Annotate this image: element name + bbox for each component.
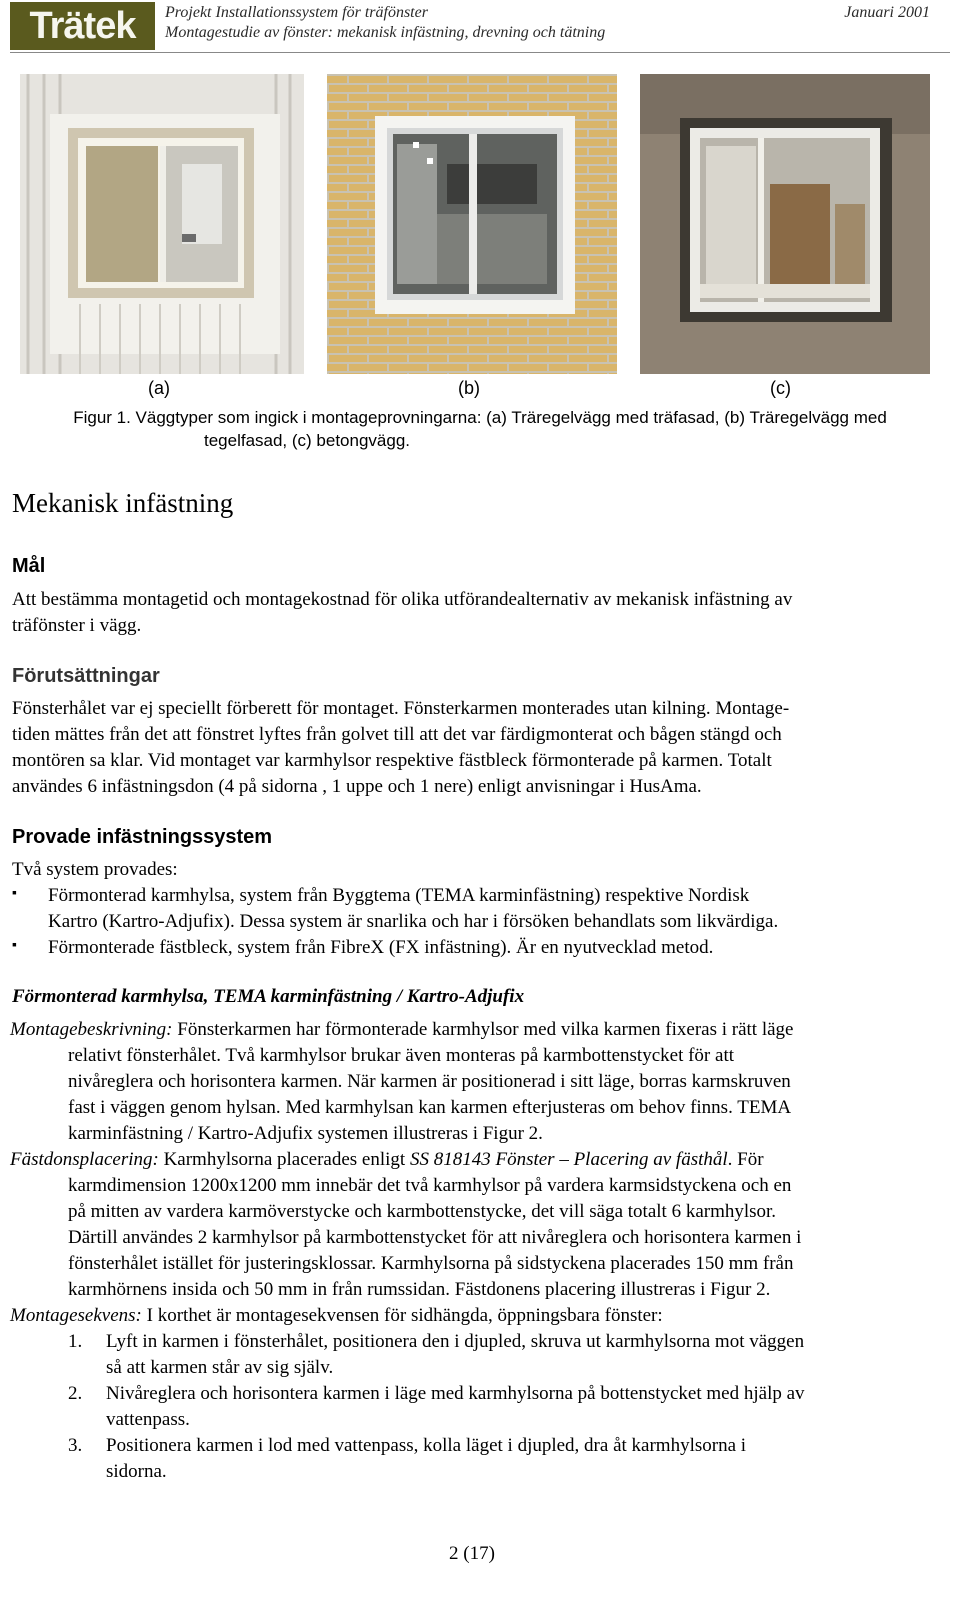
header-subtitle: Montagestudie av fönster: mekanisk infästning, drevning och tätning	[165, 24, 606, 41]
sekvens-label: Montagesekvens:	[10, 1305, 142, 1326]
bullet-marker: ▪	[12, 938, 17, 953]
beskrivning-first-line	[10, 1017, 794, 1043]
figure-caption-line1: Figur 1. Väggtyper som ingick i montageprovningarna: (a) Träregelvägg med träfasad, (b) Träregelvägg med	[73, 408, 887, 427]
beskrivning-line: relativt fönsterhålet. Två karmhylsor brukar även monteras på karmbottenstycket för att	[68, 1045, 735, 1066]
mal-line: Att bestämma montagetid och montagekostnad för olika utförandealternativ av mekanisk infästning av	[12, 589, 793, 610]
placering-line: karmdimension 1200x1200 mm innebär det två karmhylsor på vardera karmsidstyckena och en	[68, 1175, 792, 1196]
section-title: Mekanisk infästning	[12, 488, 234, 518]
sekvens-first: I korthet är montagesekvensen för sidhängda, öppningsbara fönster:	[146, 1305, 663, 1326]
step-line: Lyft in karmen i fönsterhålet, positionera den i djupled, skruva ut karmhylsorna mot väggen	[106, 1331, 805, 1352]
photo-concrete-wall	[640, 74, 930, 374]
header-project: Projekt Installationssystem för träfönster	[165, 4, 428, 21]
placering-line: fönsterhålet istället för justeringsklossar. Karmhylsorna på sidstyckena placerades 150 mm från	[68, 1253, 794, 1274]
sekvens-first-line	[10, 1303, 663, 1329]
header-date: Januari 2001	[844, 4, 930, 21]
bullet-line: Förmonterade fästbleck, system från FibreX (FX infästning). Är en nyutvecklad metod.	[48, 937, 714, 958]
placering-standard-ref: SS 818143 Fönster – Placering av fästhål	[409, 1149, 728, 1170]
figure-label-b: (b)	[458, 378, 480, 398]
placering-line: Därtill användes 2 karmhylsor på karmbottenstycket för att nivåreglera och horisontera karmen i	[68, 1227, 802, 1248]
beskrivning-first: Fönsterkarmen har förmonterade karmhylsor med vilka karmen fixeras i rätt läge	[177, 1019, 794, 1040]
placering-line: karmhörnens insida och 50 mm in från rumssidan. Fästdonens placering illustreras i Figur 2.	[68, 1279, 771, 1300]
mal-line: träfönster i vägg.	[12, 615, 142, 636]
page-number: 2 (17)	[449, 1543, 495, 1564]
step-number: 1.	[68, 1331, 83, 1352]
figure-caption-line2: tegelfasad, (c) betongvägg.	[203, 431, 411, 450]
logo-text: Trätek	[29, 5, 136, 47]
bullet-line: Förmonterad karmhylsa, system från Byggtema (TEMA karminfästning) respektive Nordisk	[48, 885, 750, 906]
beskrivning-line: karminfästning / Kartro-Adjufix systemen illustreras i Figur 2.	[68, 1123, 543, 1144]
photo-brick-facade	[327, 74, 617, 374]
step-line: sidorna.	[106, 1461, 167, 1482]
beskrivning-line: fast i väggen genom hylsan. Med karmhylsan kan karmen efterjusteras om behov finns. TEMA	[68, 1097, 792, 1118]
heading-forutsattningar: Förutsättningar	[12, 665, 160, 687]
photo-wood-facade	[20, 74, 304, 374]
step-number: 3.	[68, 1435, 83, 1456]
placering-first-b: . För	[727, 1149, 764, 1170]
heading-karmhylsa: Förmonterad karmhylsa, TEMA karminfästning / Kartro-Adjufix	[12, 986, 525, 1007]
forutsattningar-line: tiden mättes från det att fönstret lyftes från golvet till att det var färdigmonterat och bågen stängd och	[12, 724, 782, 745]
header-rule	[10, 52, 950, 53]
step-line: Positionera karmen i lod med vattenpass, kolla läget i djupled, dra åt karmhylsorna i	[106, 1435, 747, 1456]
bullet-marker: ▪	[12, 886, 17, 901]
step-line: vattenpass.	[106, 1409, 190, 1430]
placering-line: på mitten av vardera karmöverstycke och karmbottenstycke, det vill säga totalt 6 karmhylsor.	[68, 1201, 777, 1222]
bullet-line: Kartro (Kartro-Adjufix). Dessa system är snarlika och har i försöken behandlats som likvärdiga.	[48, 911, 779, 932]
placering-label: Fästdonsplacering:	[10, 1149, 159, 1170]
forutsattningar-line: montören sa klar. Vid montaget var karmhylsor respektive fästbleck förmonterade på karmen. Totalt	[12, 750, 772, 771]
beskrivning-line: nivåreglera och horisontera karmen. När karmen är positionerad i sitt läge, borras karmskruven	[68, 1071, 791, 1092]
provade-intro: Två system provades:	[12, 859, 178, 880]
figure-label-c: (c)	[770, 378, 791, 398]
step-line: så att karmen står av sig själv.	[106, 1357, 334, 1378]
forutsattningar-line: användes 6 infästningsdon (4 på sidorna , 1 uppe och 1 nere) enligt anvisningar i HusAma.	[12, 776, 702, 797]
heading-provade: Provade infästningssystem	[12, 826, 273, 848]
placering-first-line	[10, 1147, 764, 1173]
figure-label-a: (a)	[148, 378, 170, 398]
placering-first-a: Karmhylsorna placerades enligt	[163, 1149, 410, 1170]
forutsattningar-line: Fönsterhålet var ej speciellt förberett för montaget. Fönsterkarmen monterades utan kilning. Montage-	[12, 698, 790, 719]
step-number: 2.	[68, 1383, 83, 1404]
heading-mal: Mål	[12, 555, 46, 577]
step-line: Nivåreglera och horisontera karmen i läge med karmhylsorna på bottenstycket med hjälp av	[106, 1383, 805, 1404]
beskrivning-label: Montagebeskrivning:	[10, 1019, 173, 1040]
